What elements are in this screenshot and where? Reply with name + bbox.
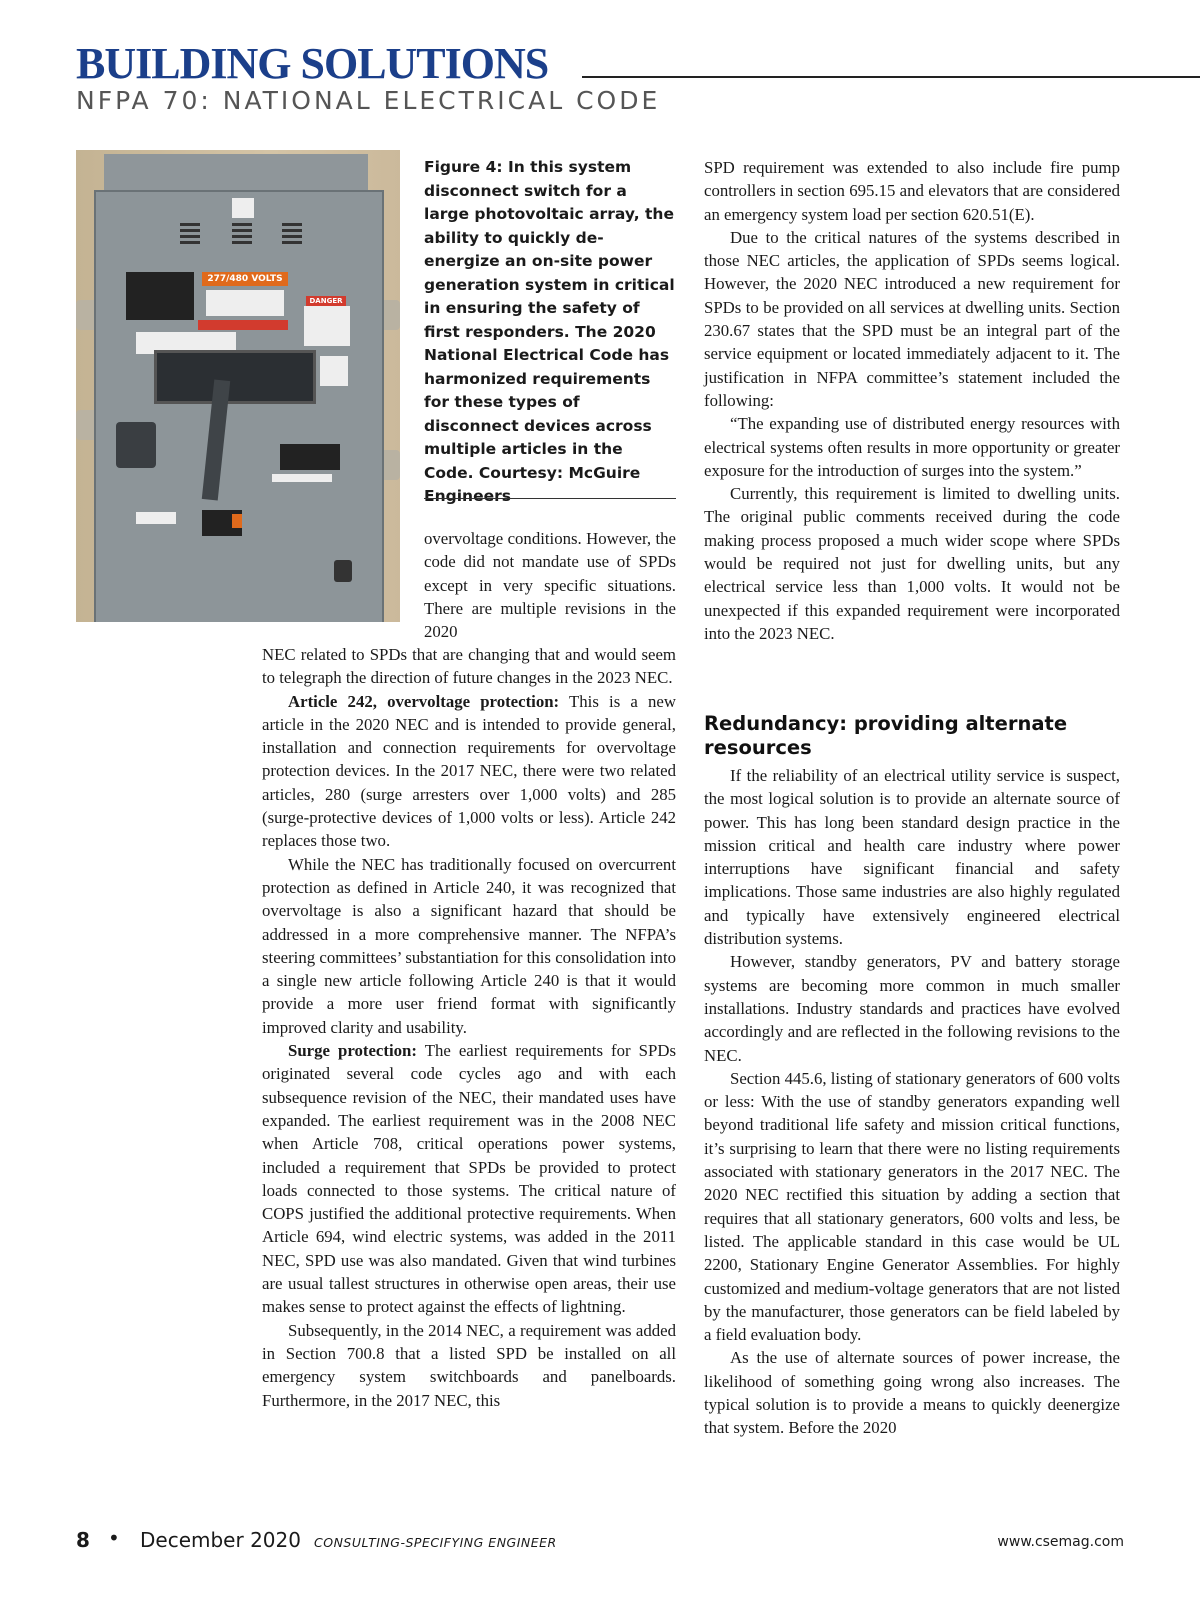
vent-icon [180, 222, 200, 244]
paragraph: overvoltage conditions. However, the code did not mandate use of SPDs except in very specific situations. There are multiple revisions in the 2020 [424, 529, 676, 642]
figure-caption: Figure 4: In this system disconnect switch for a large photovoltaic array, the ability to quickly de-energize an on-site power generation system in critical in ensuring the safety of first responders. The 2020 National Electrical Code has harmonized requirements for these types of disconnect devices across multiple articles in the Code. Courtesy: McGuire Engineers [424, 158, 675, 505]
photo-cabinet [94, 190, 384, 622]
photo-sticker [232, 514, 242, 528]
photo-cabinet-hood [104, 154, 368, 194]
voltage-label: 277/480 VOLTS [202, 272, 288, 286]
photo-sticker [206, 290, 284, 316]
danger-label: DANGER [306, 296, 346, 306]
paragraph: NEC related to SPDs that are changing that and would seem to telegraph the direction of future changes in the 2023 NEC. [262, 645, 676, 688]
figure-photo [76, 150, 400, 622]
vent-icon [282, 222, 302, 244]
paragraph-text: The earliest requirements for SPDs originated several code cycles ago and with each subsequence revision of the NEC, their mandated uses have expanded. The earliest requirement was in the 2008 NEC when Article 708, critical operations power systems, included a requirement that SPDs be provided to protect loads connected to those systems. The critical nature of COPS justified the additional protective requirements. When Article 694, wind electric systems, was added in the 2011 NEC, SPD use was also mandated. Given that wind turbines are usual tallest structures in otherwise open areas, their use makes sense to protect against the effects of lightning. [262, 1041, 676, 1317]
website-url: www.csemag.com [997, 1534, 1124, 1550]
paragraph: Section 445.6, listing of stationary generators of 600 volts or less: With the use of standby generators expanding well beyond traditional life safety and mission critical functions, it’s surprising to learn that there were no listing requirements associated with stationary generators in the 2017 NEC. The 2020 NEC rectified this situation by adding a section that requires that all stationary generators, 600 volts and less, be listed. The applicable standard in this case would be UL 2200, Stationary Engine Generator Assemblies. For highly customized and medium-voltage generators that are not listed by the manufacturer, those generators can be field labeled by a field evaluation body. [704, 1068, 1120, 1345]
footer-bullet: • [108, 1526, 120, 1550]
header-rule [582, 76, 1200, 78]
paragraph-surge-protection [262, 1039, 676, 1319]
paragraph-article-242 [262, 690, 676, 853]
issue-date: December 2020 [140, 1528, 301, 1552]
photo-sticker [136, 512, 176, 524]
photo-sticker [126, 272, 194, 320]
photo-sticker [320, 356, 348, 386]
photo-sticker [232, 198, 254, 218]
paragraph-lead: Surge protection: [288, 1041, 417, 1061]
paragraph-quote: “The expanding use of distributed energy resources with electrical systems often results in more opportunity or greater exposure for the introduction of surges into the system.” [704, 414, 1120, 480]
section-subtitle: NFPA 70: NATIONAL ELECTRICAL CODE [76, 86, 661, 115]
column-middle [262, 643, 676, 1412]
paragraph: If the reliability of an electrical utility service is suspect, the most logical solution is to provide an alternate source of power. This has long been standard design practice in the mission critical and health care industry where power interruptions have significant financial and safety implications. Those same industries are also highly regulated and typically have extensively engineered electrical distribution systems. [704, 766, 1120, 949]
paragraph: Currently, this requirement is limited to dwelling units. The original public comments received during the code making process proposed a much wider scope where SPDs would be required not just for dwelling units, but any electrical service less than 1,000 volts. It would not be unexpected if this expanded requirement were incorporated into the 2023 NEC. [704, 484, 1120, 643]
photo-receptacle [334, 560, 352, 582]
paragraph: As the use of alternate sources of power increase, the likelihood of something going wrong also increases. The typical solution is to provide a means to quickly deenergize that system. Before the 2020 [704, 1348, 1120, 1438]
magazine-name: CONSULTING-SPECIFYING ENGINEER [314, 1535, 557, 1550]
column-middle-top [424, 527, 676, 643]
vent-icon [232, 222, 252, 244]
paragraph: Subsequently, in the 2014 NEC, a requirement was added in Section 700.8 that a listed SPD be installed on all emergency system switchboards and panelboards. Furthermore, in the 2017 NEC, this [262, 1320, 676, 1410]
paragraph: SPD requirement was extended to also include fire pump controllers in section 695.15 and elevators that are considered an emergency system load per section 620.51(E). [704, 158, 1120, 224]
paragraph-text: This is a new article in the 2020 NEC and is intended to provide general, installation and connection requirements for overvoltage protection devices. In the 2017 NEC, there were two related articles, 280 (surge arresters over 1,000 volts) and 285 (surge-protective devices of 1,000 volts or less). Article 242 replaces those two. [262, 691, 676, 851]
photo-meter-box [116, 422, 156, 468]
paragraph: Due to the critical natures of the systems described in those NEC articles, the application of SPDs seems logical. However, the 2020 NEC introduced a new requirement for SPDs to be provided on all services at dwelling units. Section 230.67 states that the SPD must be an integral part of the service equipment or located immediately adjacent to it. The justification in NFPA committee’s statement included the following: [704, 227, 1120, 410]
column-right-top [704, 156, 1120, 645]
section-heading: Redundancy: providing alternate resources [704, 712, 1068, 759]
brand-title: BUILDING SOLUTIONS [76, 39, 549, 88]
paragraph: While the NEC has traditionally focused on overcurrent protection as defined in Article 240, it was recognized that overvoltage is also a significant hazard that should be addressed in a more comprehensive manner. The NFPA’s steering committees’ substantiation for this consolidation into a single new article following Article 240 is that it would provide a more user friend format with significantly improved clarity and usability. [262, 854, 676, 1037]
paragraph: However, standby generators, PV and battery storage systems are becoming more common in much smaller installations. Industry standards and practices have evolved accordingly and are reflected in the following revisions to the NEC. [704, 952, 1120, 1065]
photo-sticker [272, 474, 332, 482]
column-right-bottom [704, 764, 1120, 1440]
photo-sticker [280, 444, 340, 470]
paragraph-lead: Article 242, overvoltage protection: [288, 691, 560, 711]
page-number: 8 [76, 1528, 90, 1552]
photo-window [154, 350, 316, 404]
caption-rule [424, 498, 676, 499]
photo-sticker [198, 320, 288, 330]
photo-sticker [304, 306, 350, 346]
